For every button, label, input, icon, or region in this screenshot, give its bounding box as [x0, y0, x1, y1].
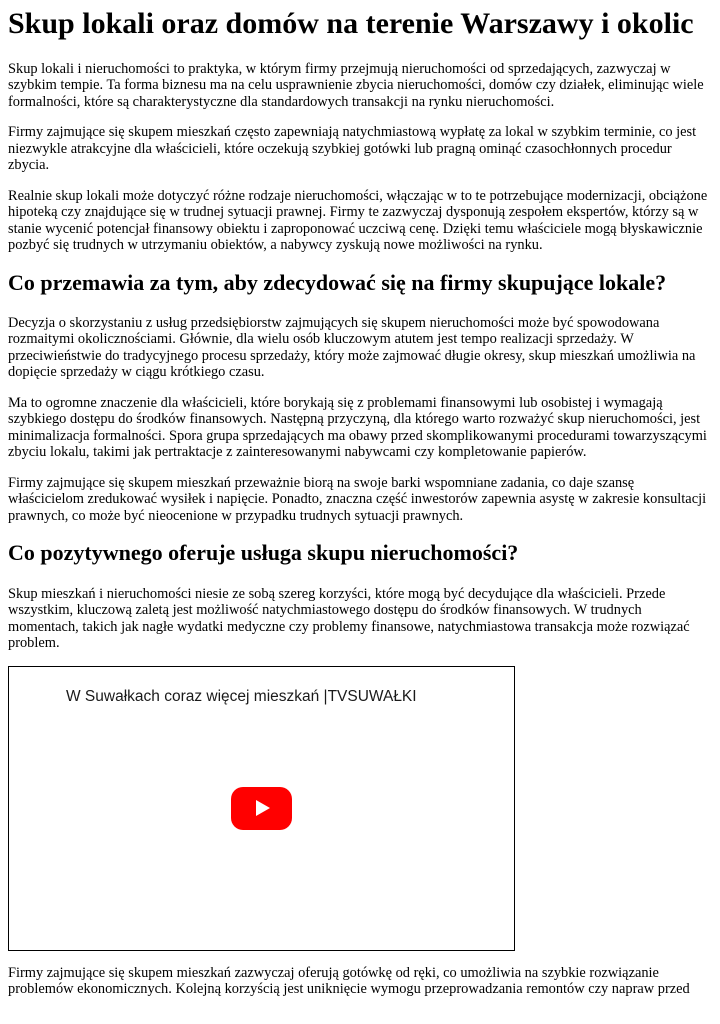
section-paragraph: Skup mieszkań i nieruchomości niesie ze sobą szereg korzyści, które mogą być decydujące dla właścicieli. Przede wszystkim, kluczową zaletą jest możliwość natychmiastowego dostępu do środków finansowych. W trudnych momentach, takich jak nagłe wydatki medyczne czy problemy finansowe, natychmiastowa transakcja może rozwiązać problem.	[8, 585, 690, 652]
page-title: Skup lokali oraz domów na terenie Warszawy i okolic	[8, 7, 694, 40]
section-heading-why-choose: Co przemawia za tym, aby zdecydować się na firmy skupujące lokale?	[8, 269, 667, 295]
intro-paragraph: Realnie skup lokali może dotyczyć różne rodzaje nieruchomości, włączając w to te potrzebujące modernizacji, obciążone hipoteką czy znajdujące się w trudnej sytuacji prawnej. Firmy te zazwyczaj dysponują zespołem ekspertów, którzy są w stanie wycenić potencjał finansowy obiektu i zaproponować uczciwą cenę. Dzięki temu właściciele mogą błyskawicznie pozbyć się trudnych w utrzymaniu obiektów, a nabywcy zyskują nowe możliwości na rynku.	[8, 187, 708, 253]
embedded-video[interactable]	[8, 666, 515, 951]
intro-paragraph: Firmy zajmujące się skupem mieszkań często zapewniają natychmiastową wypłatę za lokal w szybkim terminie, co jest niezwykle atrakcyjne dla właścicieli, które oczekują szybkiej gotówki lub pragną ominąć czasochłonnych procedur zbycia.	[8, 124, 697, 173]
intro-paragraph: Skup lokali i nieruchomości to praktyka, w którym firmy przejmują nieruchomości od sprzedających, zazwyczaj w szybkim tempie. Ta forma biznesu ma na celu usprawnienie zbycia nieruchomości, domów czy działek, eliminując wiele formalności, które są charakterystyczne dla standardowych transakcji na rynku nieruchomości.	[8, 60, 704, 110]
section-paragraph: Firmy zajmujące się skupem mieszkań zazwyczaj oferują gotówkę od ręki, co umożliwia na szybkie rozwiązanie problemów ekonomicznych. Kolejną korzyścią jest uniknięcie wymogu przeprowadzania remontów czy napraw przed	[8, 964, 690, 998]
video-title[interactable]: W Suwałkach coraz więcej mieszkań |TVSUWAŁKI	[66, 687, 417, 705]
play-icon	[252, 798, 272, 818]
video-play-button[interactable]	[231, 787, 292, 830]
section-heading-benefits: Co pozytywnego oferuje usługa skupu nieruchomości?	[8, 540, 519, 566]
section-paragraph: Firmy zajmujące się skupem mieszkań przeważnie biorą na swoje barki wspomniane zadania, co daje szansę właścicielom zredukować wysiłek i napięcie. Ponadto, znaczna część inwestorów zapewnia asystę w zakresie konsultacji prawnych, co może być nieocenione w przypadku trudnych sytuacji prawnych.	[8, 474, 707, 524]
article	[0, 7, 720, 998]
section-paragraph: Ma to ogromne znaczenie dla właścicieli, które borykają się z problemami finansowymi lub osobistej i wymagają szybkiego dostępu do środków finansowych. Następną przyczyną, dla którego warto rozważyć skup nieruchomości, jest minimalizacja formalności. Spora grupa sprzedających ma obawy przed skomplikowanymi procedurami towarzyszącymi zbyciu lokalu, takimi jak pertraktacje z zainteresowanymi nabywcami czy kompletowanie papierów.	[8, 394, 707, 461]
section-paragraph: Decyzja o skorzystaniu z usług przedsiębiorstw zajmujących się skupem nieruchomości może być spowodowana rozmaitymi okolicznościami. Głównie, dla wielu osób kluczowym atutem jest tempo realizacji sprzedaży. W przeciwieństwie do tradycyjnego procesu sprzedaży, który może zajmować długie okresy, skup mieszkań umożliwia na dopięcie sprzedaży w ciągu krótkiego czasu.	[8, 314, 696, 381]
